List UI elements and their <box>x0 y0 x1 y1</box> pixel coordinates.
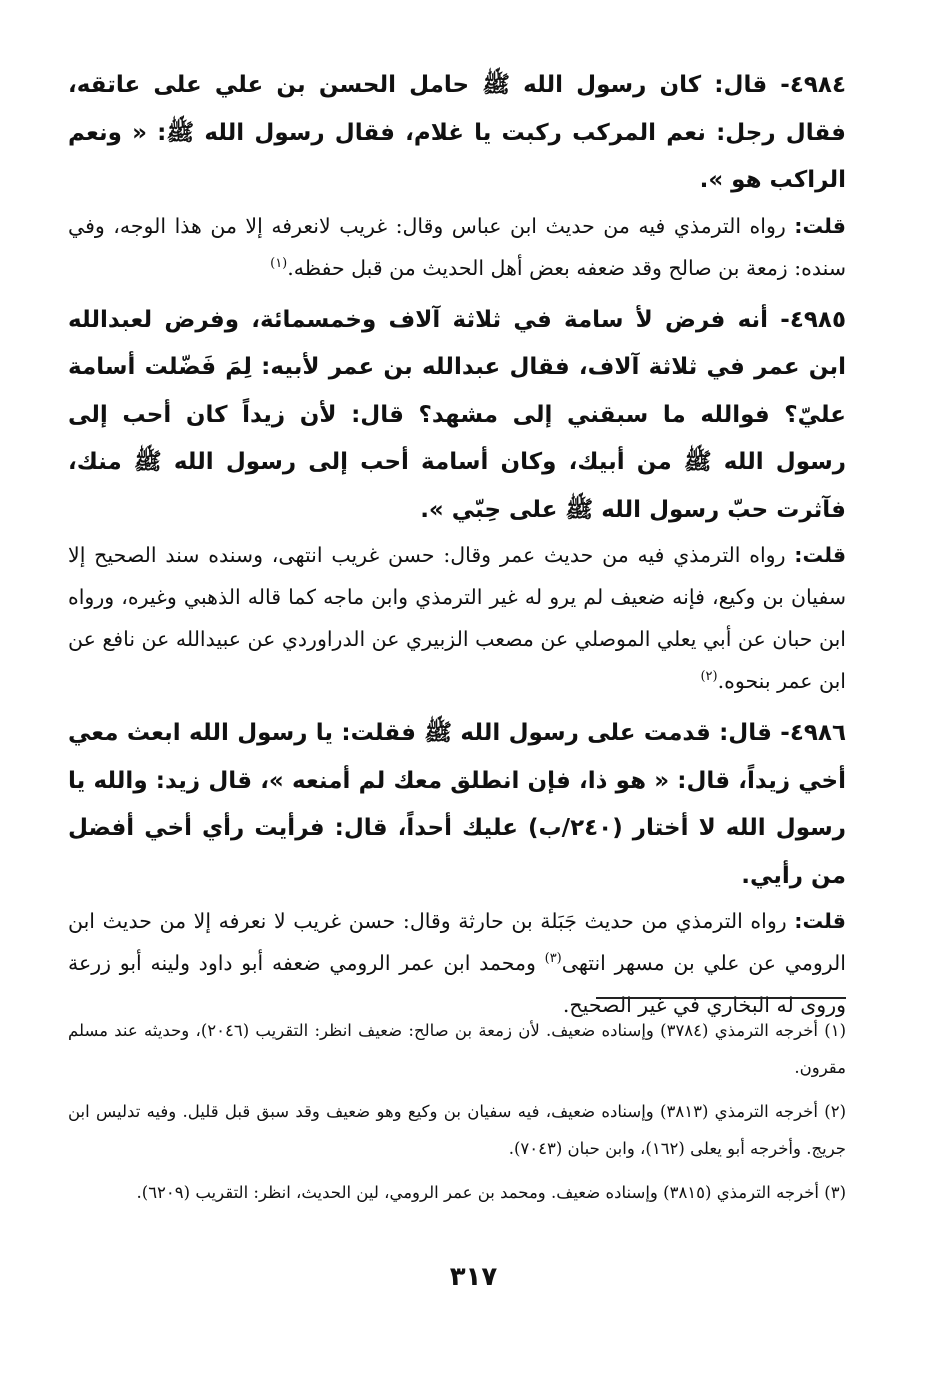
comment-lead: قلت: <box>794 909 846 933</box>
comment-4985-text: رواه الترمذي فيه من حديث عمر وقال: حسن غريب انتهى، وسنده سند الصحيح إلا سفيان بن وكيع، فإنه ضعيف لم يرو له غير الترمذي وابن ماجه كما قاله الذهبي وغيره، ورواه ابن حبان عن أبي يعلي الموصلي عن مصعب الزبيري عن الدراوردي عن عبيدالله عن نافع عن ابن عمر بنحوه. <box>68 543 846 693</box>
comment-4986 <box>68 900 846 1026</box>
comment-4986-text-before: رواه الترمذي من حديث جَبَلة بن حارثة وقال: حسن غريب لا نعرفه إلا من حديث ابن الرومي عن علي بن مسهر انتهى <box>68 909 846 975</box>
hadith-4984 <box>68 62 846 205</box>
page-number: ٣١٧ <box>449 1262 498 1292</box>
footnote-1: (١) أخرجه الترمذي (٣٧٨٤) وإسناده ضعيف. لأن زمعة بن صالح: ضعيف انظر: التقريب (٢٠٤٦)، وحديثه عند مسلم مقرون. <box>68 1021 847 1077</box>
footnotes <box>68 1012 846 1218</box>
footnote-separator <box>596 997 846 999</box>
footnote-3: (٣) أخرجه الترمذي (٣٨١٥) وإسناده ضعيف. ومحمد بن عمر الرومي، لين الحديث، انظر: التقريب (٦٢٠٩). <box>136 1183 846 1202</box>
main-text <box>68 62 846 1034</box>
hadith-4986-text: ٤٩٨٦- قال: قدمت على رسول الله ﷺ فقلت: يا رسول الله ابعث معي أخي زيداً، قال: « هو ذا، فإن انطلق معك لم أمنعه »، قال زيد: والله يا رسول الله لا أختار (٢٤٠/ب) عليك أحداً، قال: فرأيت رأي أخي أفضل من رأيي. <box>68 720 846 889</box>
comment-4985 <box>68 534 846 702</box>
hadith-4984-text: ٤٩٨٤- قال: كان رسول الله ﷺ حامل الحسن بن علي على عاتقه، فقال رجل: نعم المركب ركبت يا غلام، فقال رسول الله ﷺ: « ونعم الراكب هو ». <box>68 72 846 193</box>
hadith-4985 <box>68 297 846 535</box>
comment-lead: قلت: <box>794 213 846 238</box>
comment-lead: قلت: <box>794 543 846 567</box>
footnote-2: (٢) أخرجه الترمذي (٣٨١٣) وإسناده ضعيف، فيه سفيان بن وكيع وهو ضعيف وقد سبق قبل قليل. وفيه تدليس ابن جريج. وأخرجه أبو يعلى (١٦٢)، وابن حبان (٧٠٤٣). <box>68 1102 846 1158</box>
footnote-ref-1[interactable]: (١) <box>270 255 288 271</box>
comment-4984-text: رواه الترمذي فيه من حديث ابن عباس وقال: غريب لانعرفه إلا من هذا الوجه، وفي سنده: زمعة بن صالح وقد ضعفه بعض أهل الحديث من قبل حفظه. <box>68 213 846 280</box>
hadith-4985-text: ٤٩٨٥- أنه فرض لأ سامة في ثلاثة آلاف وخمسمائة، وفرض لعبدالله ابن عمر في ثلاثة آلاف، فقال عبدالله بن عمر لأبيه: لِمَ فَضّلت أسامة عليّ؟ فوالله ما سبقني إلى مشهد؟ قال: لأن زيداً كان أحب إلى رسول الله ﷺ من أبيك، وكان أسامة أحب إلى رسول الله ﷺ منك، فآثرت حبّ رسول الله ﷺ على حِبّي ». <box>68 306 846 523</box>
comment-4986-text-after: ومحمد ابن عمر الرومي ضعفه أبو داود ولينه أبو زرعة وروى له البخاري في غير الصحيح. <box>68 951 846 1017</box>
hadith-4986 <box>68 710 846 900</box>
footnote-ref-3[interactable]: (٣) <box>544 951 562 967</box>
footnote-ref-2[interactable]: (٢) <box>700 669 718 685</box>
comment-4984 <box>68 205 846 289</box>
